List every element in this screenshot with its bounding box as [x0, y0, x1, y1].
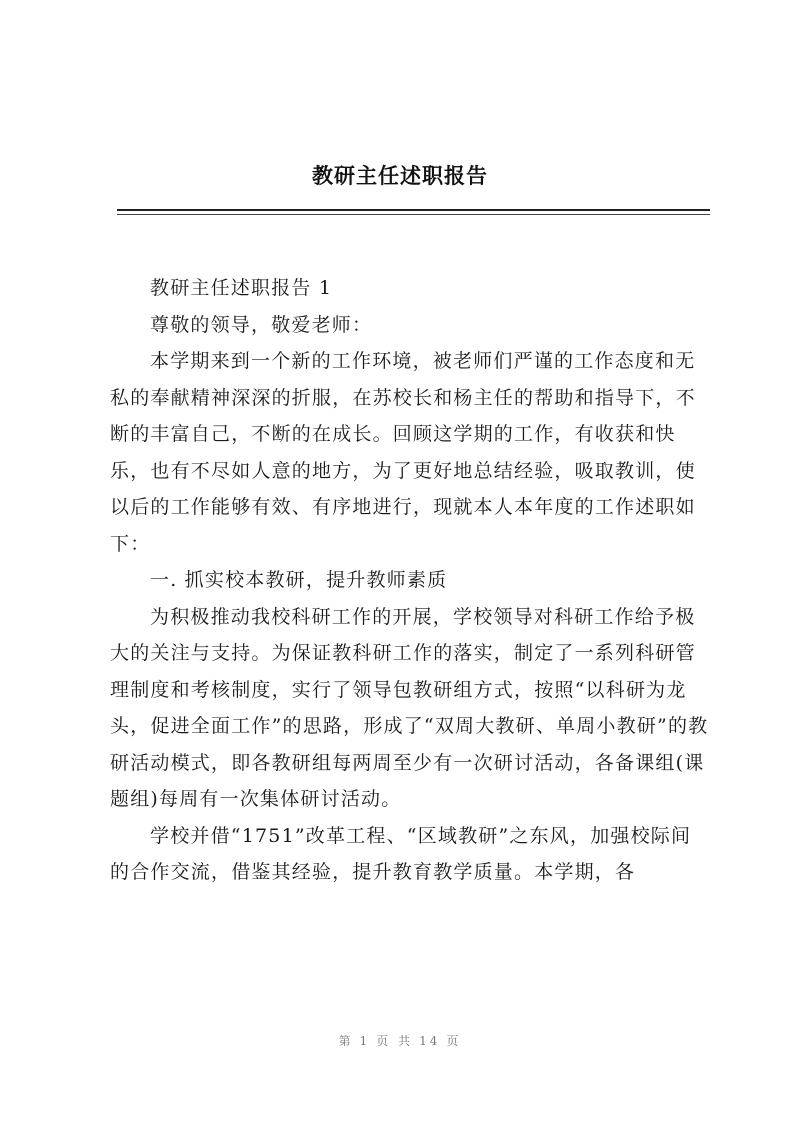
- page-footer: [0, 1032, 800, 1049]
- footer-suffix: 页: [446, 1034, 462, 1048]
- footer-prefix: 第: [338, 1034, 354, 1048]
- subsection-heading: 一. 抓实校本教研，提升教师素质: [150, 569, 448, 591]
- salutation: 尊敬的领导，敬爱老师：: [150, 313, 373, 336]
- footer-total-pages: 14: [419, 1034, 441, 1048]
- document-body: [110, 270, 710, 891]
- title-divider: [117, 209, 710, 211]
- paragraph: 为积极推动我校科研工作的开展，学校领导对科研工作给予极大的关注与支持。为保证教科研工作的落实，制定了一系列科研管理制度和考核制度，实行了领导包教研组方式，按照“以科研为龙头，促进全面工作”的思路，形成了“双周大教研、单周小教研”的教研活动模式，即各教研组每两周至少有一次研讨活动，各备课组(课题组)每周有一次集体研讨活动。: [110, 605, 709, 810]
- title-divider-thin: [117, 214, 710, 215]
- section-heading: 教研主任述职报告 1: [150, 277, 333, 299]
- paragraph: 学校并借“1751”改革工程、“区域教研”之东风，加强校际间的合作交流，借鉴其经验，提升教育教学质量。本学期，各: [110, 824, 692, 883]
- footer-page-number: 1: [359, 1034, 371, 1048]
- paragraph: 本学期来到一个新的工作环境，被老师们严谨的工作态度和无私的奉献精神深深的折服，在苏校长和杨主任的帮助和指导下，不断的丰富自己，不断的在成长。回顾这学期的工作，有收获和快乐，也有不尽如人意的地方，为了更好地总结经验，吸取教训，使以后的工作能够有效、有序地进行，现就本人本年度的工作述职如下：: [110, 350, 696, 555]
- footer-middle: 页 共: [376, 1034, 414, 1048]
- page-title: 教研主任述职报告: [312, 164, 488, 188]
